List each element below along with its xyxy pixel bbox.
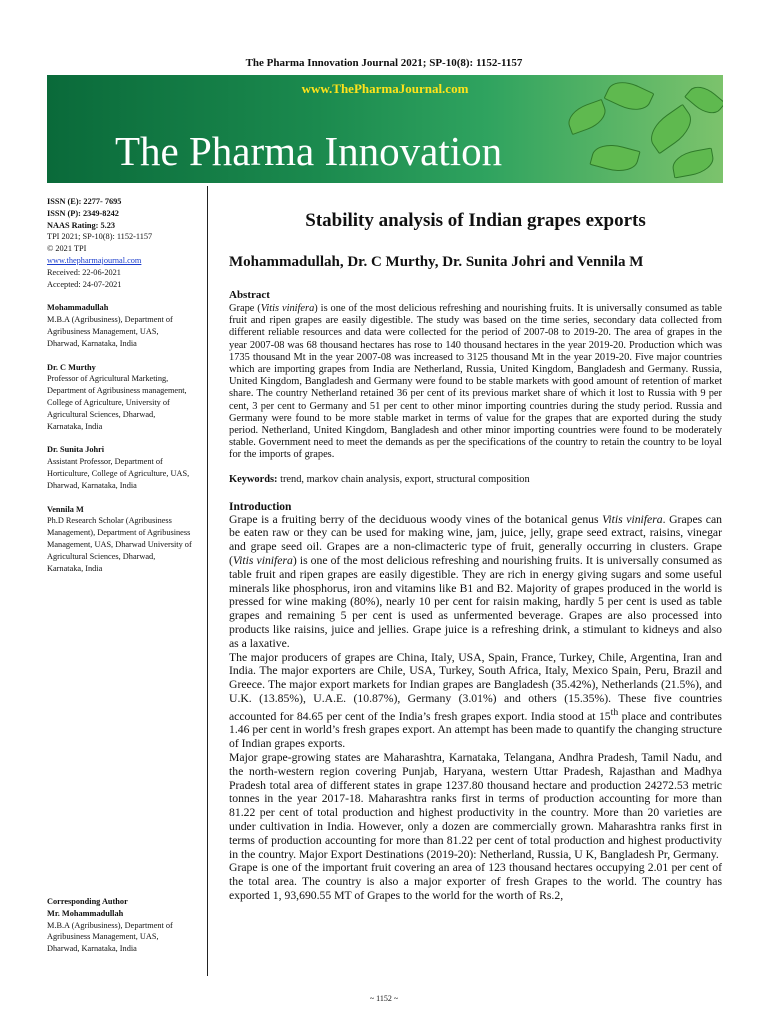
- affiliation-text: Ph.D Research Scholar (Agribusiness Management), Department of Agribusiness Management, UAS, Dharwad University of Agricultural Sciences, Dharwad, Karnataka, India: [47, 516, 192, 573]
- received-date: Received: 22-06-2021: [47, 267, 121, 277]
- issn-p: ISSN (P): 2349-8242: [47, 208, 119, 218]
- journal-header: The Pharma Innovation Journal 2021; SP-10(8): 1152-1157: [245, 57, 523, 69]
- corresponding-author: [47, 896, 192, 955]
- affiliation-name: Vennila M: [47, 504, 84, 514]
- introduction-heading: Introduction: [229, 500, 292, 513]
- issn-e: ISSN (E): 2277- 7695: [47, 197, 122, 206]
- affiliation-text: M.B.A (Agribusiness), Department of Agribusiness Management, UAS, Dharwad, Karnataka, India: [47, 315, 173, 348]
- corresponding-label: Corresponding Author: [47, 897, 128, 906]
- copyright: © 2021 TPI: [47, 244, 87, 254]
- keywords: Keywords: trend, markov chain analysis, export, structural composition: [229, 473, 530, 485]
- corresponding-text: M.B.A (Agribusiness), Department of Agribusiness Management, UAS, Dharwad, Karnataka, India: [47, 920, 173, 954]
- main-content: [229, 204, 722, 903]
- naas-rating: NAAS Rating: 5.23: [47, 220, 115, 230]
- leaf-icon: [564, 99, 610, 135]
- accepted-date: Accepted: 24-07-2021: [47, 279, 122, 289]
- left-sidebar: [47, 196, 192, 574]
- affiliation-name: Mohammadullah: [47, 303, 109, 313]
- leaf-icon: [589, 139, 640, 176]
- tpi-citation: TPI 2021; SP-10(8): 1152-1157: [47, 232, 153, 242]
- leaf-icon: [670, 148, 716, 179]
- intro-paragraph: Grape is one of the important fruit covering an area of 123 thousand hectares occupying 2.01 per cent of the total area. The country is also a major exporter of fresh Grapes to the world. The country has exported 1, 93,690.55 MT of Grapes to the world for the worth of Rs.2,: [229, 861, 722, 903]
- column-divider: [207, 186, 208, 976]
- affiliation-text: Assistant Professor, Department of Horticulture, College of Agriculture, UAS, Dharwad, Karnataka, India: [47, 457, 190, 490]
- intro-paragraph: Grape is a fruiting berry of the deciduous woody vines of the botanical genus Vitis vinifera. Grapes can be eaten raw or they can be used for making wine, jam, juice, jelly, grape seed extract, raisins, vinegar and grape seed oil. Grapes are a non-climacteric type of fruit, generally occurring in clusters. Grape (Vitis vinifera) is one of the most delicious refreshing and nourishing fruits. It is universally consumed as table fruit and ripen grapes are easily digestible. They are rich in energy giving sugars and some useful minerals like phosphorus, iron and vitamins like B1 and B2. Majority of grapes produced in the world is pressed for wine making (80%), nearly 10 per cent for raisin making, hardly 5 per cent is used as table grapes and remaining 5 per cent is used as unfermented beverage. Grapes are also processed into products like raisins, juice and jellies. Grape juice is a refreshing drink, a stimulant to kidneys and also as a laxative.: [229, 512, 722, 650]
- page-number: ~ 1152 ~: [369, 994, 399, 1003]
- leaf-icon: [643, 104, 698, 154]
- intro-paragraph: Major grape-growing states are Maharashtra, Karnataka, Telangana, Andhra Pradesh, Tamil Nadu, and the north-western region covering Punjab, Haryana, western Uttar Pradesh, Rajasthan and Madhya Pradesh total area of different states in grape 1237.80 thousand hectare and production 24272.53 metric tonnes in the year 2017-18. Maharashtra ranks first in terms of production accounting for more than 81.22 per cent of total production and highest productivity in the country. More than 20 varieties are under cultivation in India. However, only a dozen are commercially grown. Maharashtra ranks first in terms of production accounting for more than 81.22 per cent of total production and highest productivity in the country. Major Export Destinations (2019-20): Netherland, Russia, U K, Bangladesh Pr, Germany.: [229, 751, 722, 861]
- banner-url[interactable]: www.ThePharmaJournal.com: [301, 81, 469, 96]
- corresponding-name: Mr. Mohammadullah: [47, 908, 124, 918]
- introduction-text: [229, 513, 722, 903]
- abstract-heading: Abstract: [229, 289, 270, 301]
- abstract-text: Grape (Vitis vinifera) is one of the most delicious refreshing and nourishing fruits. It is universally consumed as table fruit and ripen grapes are easily digestible. The study was based on the time series, secondary data collected from different reliable resources and data were collected for the period of 2007-08 to 2019-20. The area of grapes in the year 2007-08 was 68 thousand hectares has rose to 140 thousand hectares in the year 2019-20. Production which was 1735 thousand Mt in the year 2007-08 was increased to 3125 thousand Mt in the year 2019-20. Five major countries which are importing grapes from India are Netherland, Russia, United Kingdom, Bangladesh and Germany. Russia, United Kingdom, Bangladesh and Germany were found to be stable markets with good amount of retention of market share. The country Netherland retained 36 per cent of its previous market share of which it lost to Russia with 9 per cent, 3 per cent to Germany and 51 per cent to other minor importing countries during the study period. Russia and Germany were found to be more stable market in terms of value for the grapes that are exported during the study period. Netherland, United Kingdom, Bangladesh and other minor importing countries were found to be moderately stable. Government need to meet the demands as per the specifications of the country to retain the country to be loyal for the imports of grapes.: [229, 303, 722, 461]
- journal-banner: [47, 75, 723, 183]
- paper-authors: Mohammadullah, Dr. C Murthy, Dr. Sunita Johri and Vennila M: [229, 254, 644, 270]
- affiliation-name: Dr. Sunita Johri: [47, 445, 105, 455]
- website-link[interactable]: www.thepharmajournal.com: [47, 255, 142, 265]
- paper-title: Stability analysis of Indian grapes exports: [305, 210, 646, 231]
- banner-title: The Pharma Innovation: [115, 128, 503, 174]
- intro-paragraph: The major producers of grapes are China, Italy, USA, Spain, France, Turkey, Chile, Argentina, Iran and India. The major exporters are Chile, USA, Turkey, South Africa, Italy, Mexico Spain, Peru, Brazil and Greece. The major export markets for Indian grapes are Bangladesh (35.42%), Netherlands (21.5%), and U.K. (13.85%), U.A.E. (10.87%), Germany (3.01%) and others (15.35%). These five countries accounted for 84.65 per cent of the India’s fresh grapes export. India stood at 15th place and contributes 1.46 per cent in world’s fresh grapes export. An attempt has been made to quantify the changing structure of Indian grapes exports.: [229, 650, 723, 751]
- affiliation-name: Dr. C Murthy: [47, 362, 96, 372]
- affiliation-text: Professor of Agricultural Marketing, Department of Agribusiness management, College of Agriculture, University of Agricultural Sciences, Dharwad, Karnataka, India: [47, 374, 187, 431]
